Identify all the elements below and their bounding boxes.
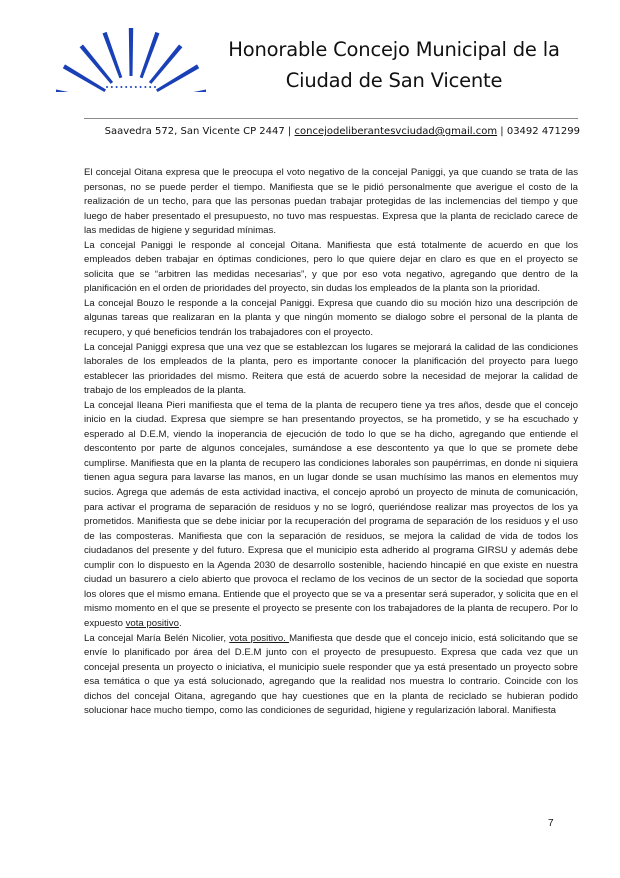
logo-dot [125,86,127,88]
logo-dot [135,86,137,88]
contact-address: Saavedra 572, San Vicente CP 2447 | [104,126,292,137]
page-number: 7 [548,818,554,829]
organization-title [204,34,584,96]
paragraph-paniggi-reply: La concejal Paniggi expresa que una vez que se establezcan los lugares se mejorará la calidad de las condiciones laborales de los empleados de la planta, pero es importante conocer la planificación del proyecto para luego establecer las prioridades del mismo. Reitera que está de acuerdo sobre la necesidad de mejorar la calidad de trabajo de los empleados de la planta. [84,341,578,397]
paragraph-nicolier [84,632,578,719]
logo-dot [149,86,151,88]
nicolier-vote: vota positivo. [229,632,290,644]
pieri-vote: vota positivo [125,617,179,629]
logo-ray [103,32,123,78]
contact-line [60,126,580,137]
logo-dot [130,86,132,88]
organization-title-line1: Honorable Concejo Municipal de la [228,38,560,61]
logo-dot [106,86,108,88]
pieri-end: . [178,617,182,629]
fan-rays-logo-graphic [56,20,206,92]
header-divider [84,118,578,119]
logo-ray [140,32,160,78]
contact-email-link[interactable]: concejodeliberantesvciudad@gmail.com [294,126,498,137]
nicolier-text: Manifiesta que desde que el concejo inicio, está solicitando que se envíe lo planificado por área del D.E.M junto con el proyecto de presupuesto. Expresa que cada vez que un concejal presenta un proyecto o iniciativa, el municipio suele responder que ya está presentado un proyecto sobre esa temática o que ya está solucionado, agregando que la realidad nos muestra lo contrario. Coincide con los dichos del concejal Oitana, agregando que hay cuestiones que en la planta de reciclado se hubieran podido solucionar hace mucho tiempo, como las condiciones de seguridad, higiene y regularización laboral. Manifiesta [84,632,578,717]
logo-dot [116,86,118,88]
paragraph-bouzo: La concejal Bouzo le responde a la concejal Paniggi. Expresa que cuando dio su moción hizo una descripción de algunas tareas que realizaran en la planta y que ningún momento se dialogo sobre el personal de la planta de recupero, y qué beneficios tendrán los trabajadores con el proyecto. [84,297,578,339]
nicolier-start: La concejal María Belén Nicolier, [84,632,230,644]
pieri-text: La concejal Ileana Pieri manifiesta que el tema de la planta de recupero tiene ya tres años, desde que el concejo inicio en la ciudad. Expresa que siempre se han presentando proyectos, se ha prometido, y se ha escuchado y esperado al D.E.M, viendo la inoperancia de ejecución de todo lo que se ha dicho, agregando que entiende el descontento por parte de algunos concejales, sumándose a ese descontento ya que lo que se promete debe cumplirse. Manifiesta que en la planta de recupero las condiciones laborales son paupérrimas, en donde ni siquiera tienen agua segura para lavarse las manos, en un lugar donde se usan muchísimo las manos en elementos muy sucios. Agrega que además de esta actividad inactiva, el concejo aprobó un proyecto de minuta de comunicación, para activar el programa de separación de residuos y no se logró, queriéndose realizar mas proyectos de los ya prometidos. Manifiesta que se debe iniciar por la recuperación del programa de separación de los residuos y el uso de las composteras. Manifiesta que con la separación de residuos, se mejora la calidad de vida de todos los ciudadanos del presente y del futuro. Expresa que el municipio esta adherido al programa GIRSU y además debe cumplir con lo dispuesto en la Agenda 2030 de desarrollo sostenible, haciendo hincapié en que existe en nuestra ciudad un basurero a cielo abierto que provoca el reclamo de los vecinos de un sector de la sociedad que soporta los olores que el mismo emana. Entiende que el proyecto que se va a presentar será superador, y solicita que en el mismo momento en el que se presente el proyecto se presente con los trabajadores de la planta de recupero. Por lo expuesto [84,399,578,629]
logo-dot [140,86,142,88]
logo-dot [111,86,113,88]
logo-ray [129,28,133,76]
logo-dot [144,86,146,88]
fan-rays-logo-icon [56,20,206,92]
logo-ray [160,89,206,92]
paragraph-paniggi-response: La concejal Paniggi le responde al concejal Oitana. Manifiesta que está totalmente de acuerdo en que los empleados deben trabajar en óptimas condiciones, pero lo que quiere dejar en claro es que en el proyecto se solicita que se “arbitren las medidas necesarias”, y que por eso vota negativo, agregando que dentro de la planificación en el orden de prioridades del proyecto, sin dudas los empleados de la planta son la prioridad. [84,239,578,295]
logo-ray [56,89,102,92]
paragraph-pieri [84,399,578,632]
logo-dot [154,86,156,88]
contact-phone: | 03492 471299 [500,126,580,137]
organization-title-line2: Ciudad de San Vicente [285,69,503,92]
paragraph-oitana: El concejal Oitana expresa que le preocupa el voto negativo de la concejal Paniggi, ya que cuando se trata de las personas, no se puede perder el tiempo. Manifiesta que se le pidió personalmente que averigue el costo de la realización de un techo, para que las personas puedan trabajar protegidas de las inclemencias del tiempo y que luego de haber presentado el presupuesto, no tuvo mas respuestas. Expresa que la planta de reciclado carece de las medidas de higiene y seguridad mínimas. [84,167,578,237]
logo-dot [120,86,122,88]
document-body [84,166,578,719]
